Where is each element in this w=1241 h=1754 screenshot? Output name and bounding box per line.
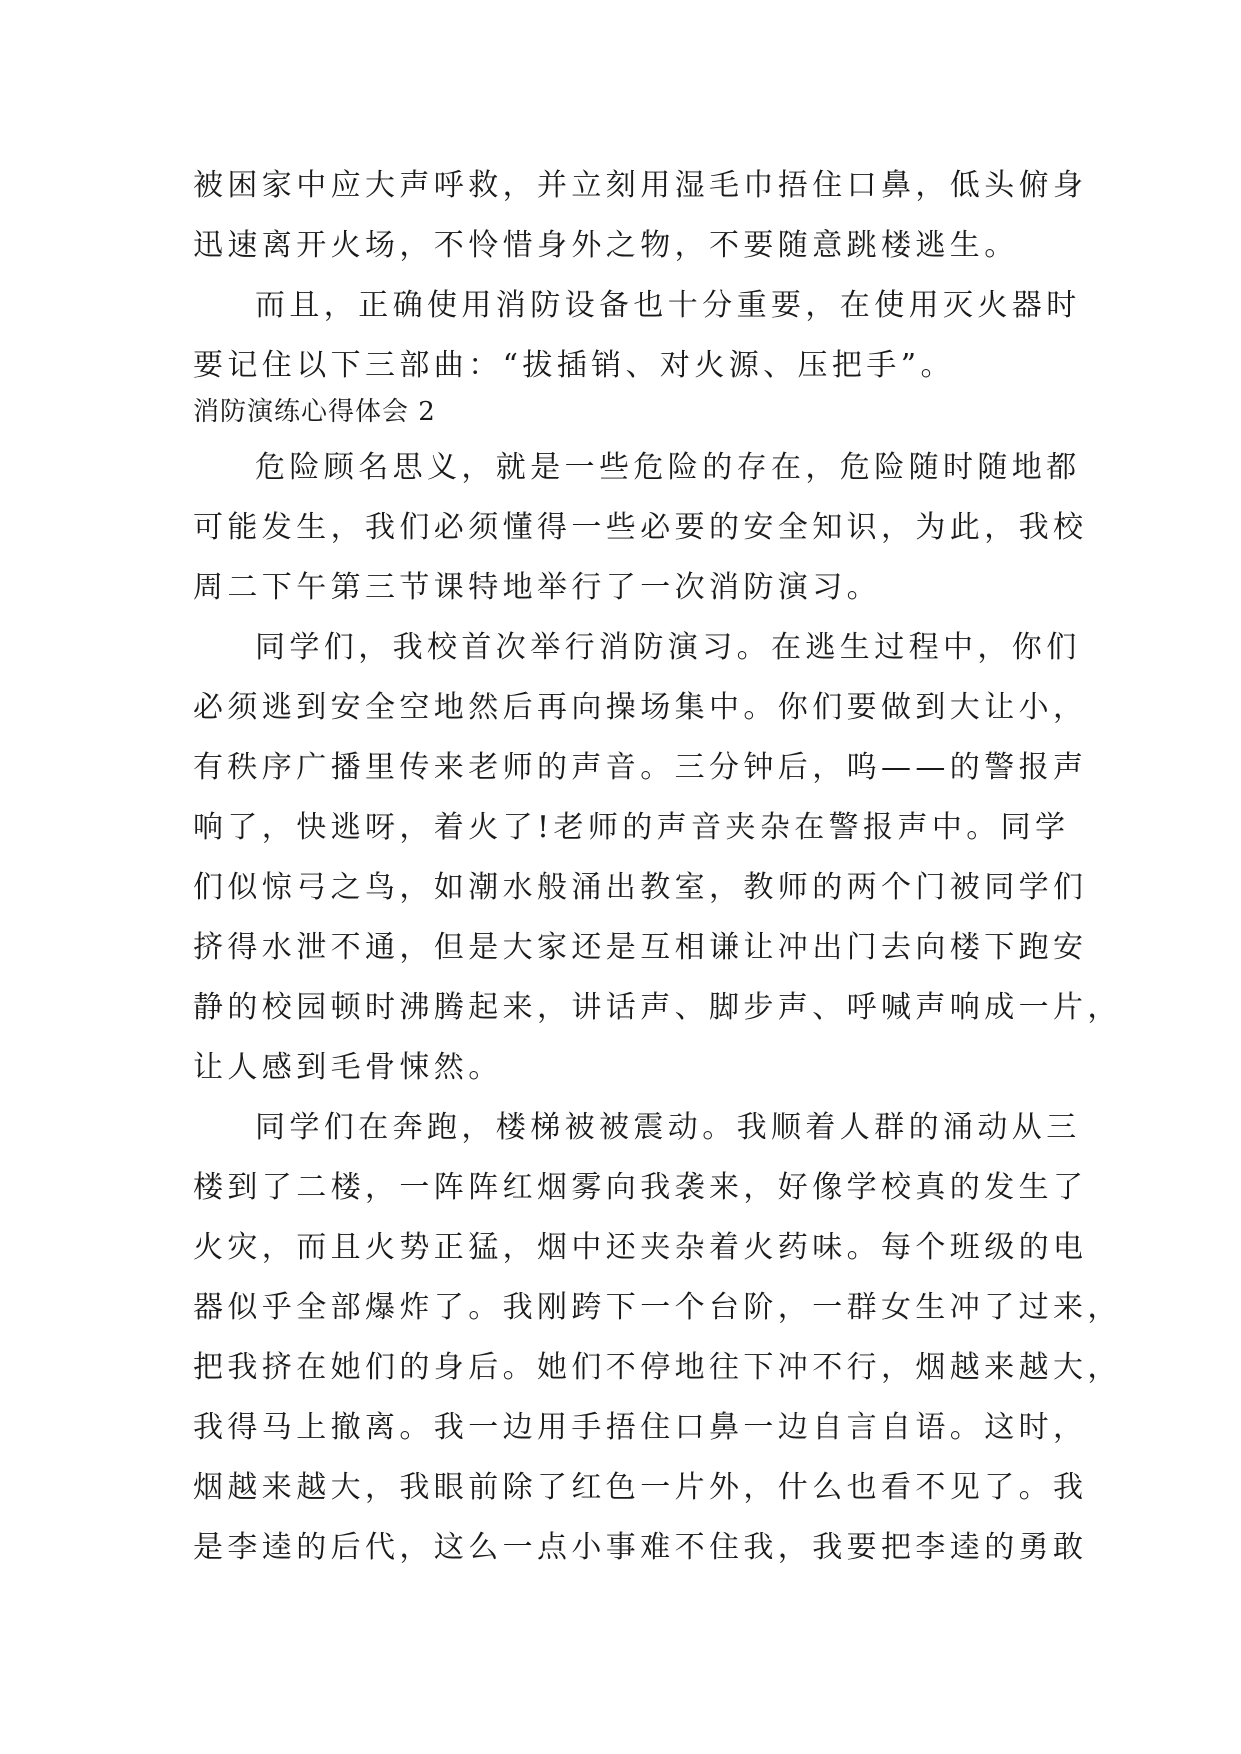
text-line: 有秩序广播里传来老师的声音。三分钟后，呜——的警报声 [193, 750, 1088, 785]
text-line: 挤得水泄不通，但是大家还是互相谦让冲出门去向楼下跑安 [193, 930, 1088, 965]
text-line: 楼到了二楼，一阵阵红烟雾向我袭来，好像学校真的发生了 [193, 1170, 1088, 1205]
text-line: 让人感到毛骨悚然。 [193, 1050, 503, 1085]
text-line: 静的校园顿时沸腾起来，讲话声、脚步声、呼喊声响成一片， [193, 990, 1122, 1025]
text-line: 要记住以下三部曲：“拔插销、对火源、压把手”。 [193, 348, 955, 383]
text-line: 器似乎全部爆炸了。我刚跨下一个台阶，一群女生冲了过来， [193, 1290, 1122, 1325]
text-line: 把我挤在她们的身后。她们不停地往下冲不行，烟越来越大， [193, 1350, 1122, 1385]
text-line: 是李逵的后代，这么一点小事难不住我，我要把李逵的勇敢 [193, 1530, 1088, 1565]
paragraph-start-line: 危险顾名思义，就是一些危险的存在，危险随时随地都 [255, 450, 1081, 485]
paragraph-start-line: 同学们，我校首次举行消防演习。在逃生过程中，你们 [255, 630, 1081, 665]
section-heading: 消防演练心得体会 2 [193, 397, 436, 427]
text-line: 必须逃到安全空地然后再向操场集中。你们要做到大让小， [193, 690, 1088, 725]
text-line: 我得马上撤离。我一边用手捂住口鼻一边自言自语。这时， [193, 1410, 1088, 1445]
paragraph-start-line: 而且，正确使用消防设备也十分重要，在使用灭火器时 [255, 288, 1081, 323]
paragraph-start-line: 同学们在奔跑，楼梯被被震动。我顺着人群的涌动从三 [255, 1110, 1081, 1145]
text-line: 被困家中应大声呼救，并立刻用湿毛巾捂住口鼻，低头俯身 [193, 168, 1088, 203]
text-line: 火灾，而且火势正猛，烟中还夹杂着火药味。每个班级的电 [193, 1230, 1088, 1265]
text-line: 烟越来越大，我眼前除了红色一片外，什么也看不见了。我 [193, 1470, 1088, 1505]
document-body [193, 156, 1122, 1578]
text-line: 们似惊弓之鸟，如潮水般涌出教室，教师的两个门被同学们 [193, 870, 1088, 905]
text-line: 周二下午第三节课特地举行了一次消防演习。 [193, 570, 881, 605]
text-line: 可能发生，我们必须懂得一些必要的安全知识，为此，我校 [193, 510, 1088, 545]
text-line: 响了，快逃呀，着火了!老师的声音夹杂在警报声中。同学 [193, 810, 1070, 845]
text-line: 迅速离开火场，不怜惜身外之物，不要随意跳楼逃生。 [193, 228, 1019, 263]
